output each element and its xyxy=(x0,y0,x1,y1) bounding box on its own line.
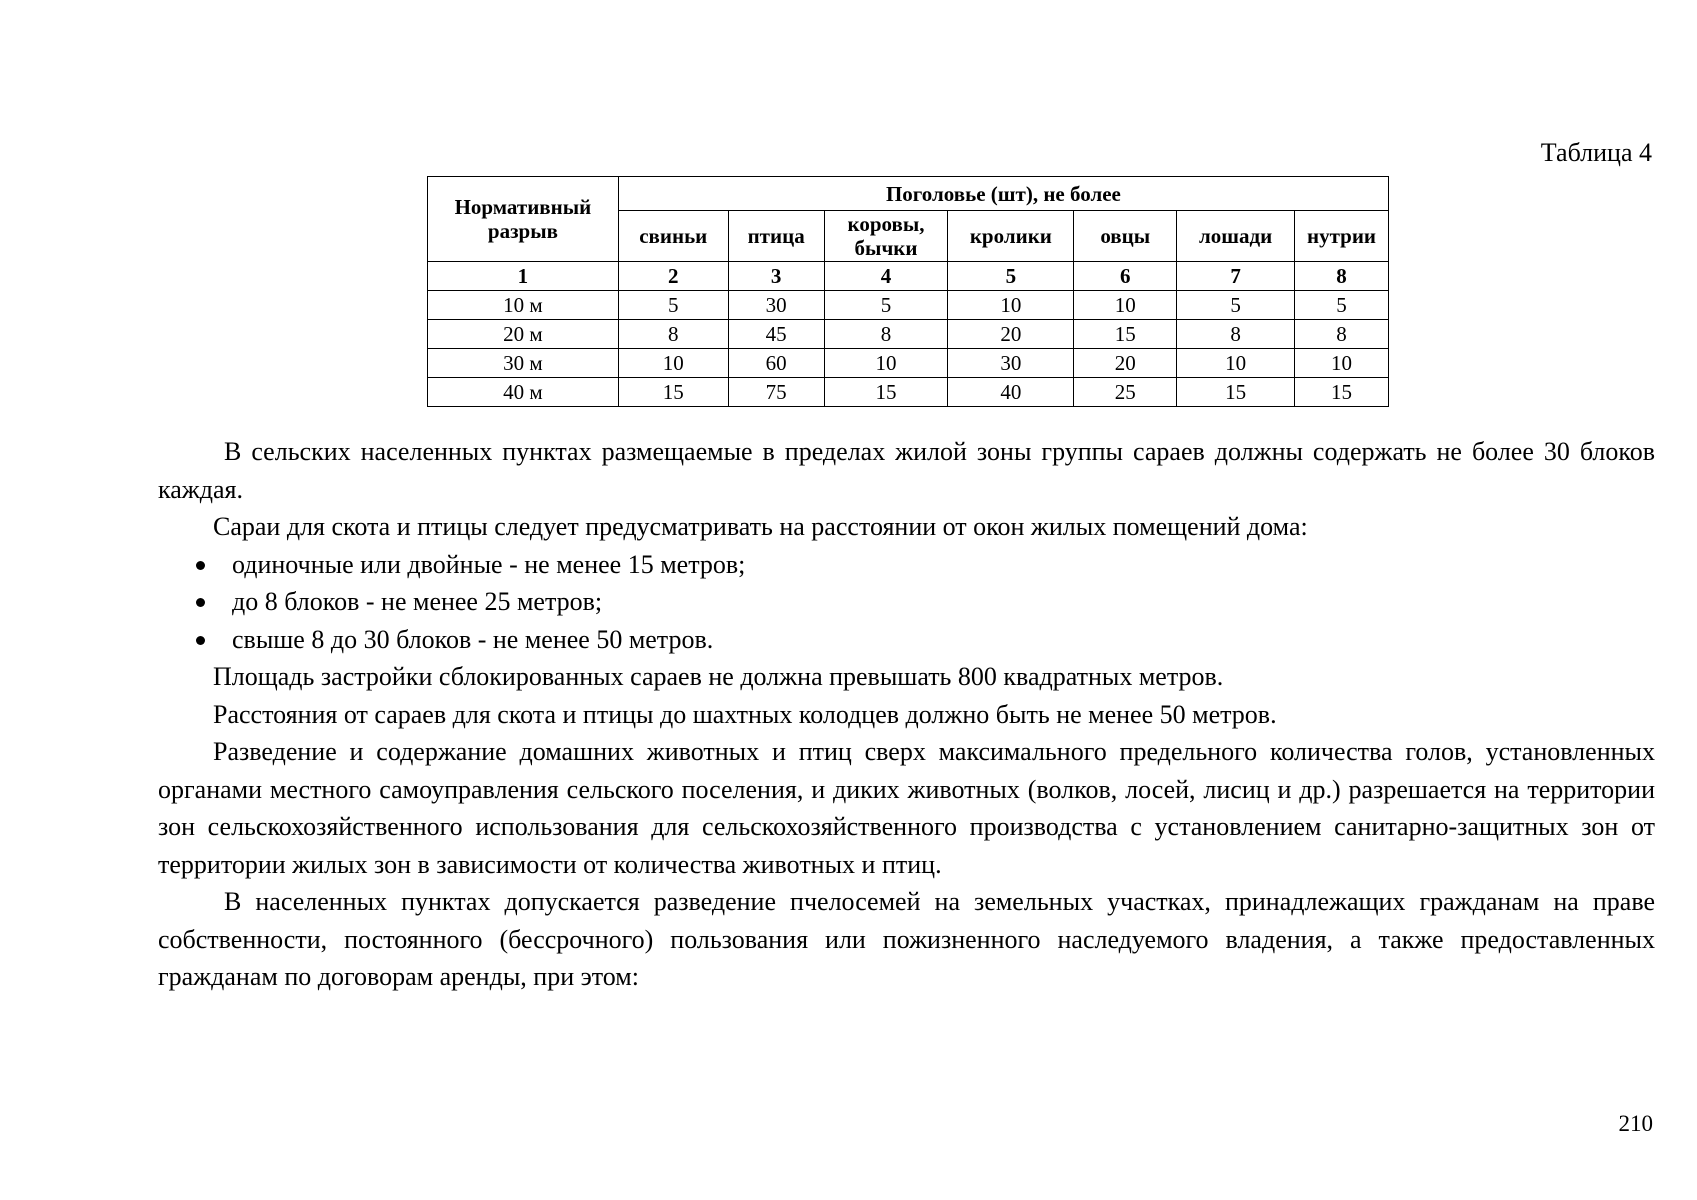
table-cell: 15 xyxy=(1295,378,1389,407)
table-cell: 10 xyxy=(1177,349,1295,378)
list-item xyxy=(158,583,1655,621)
column-number-row xyxy=(428,262,1389,291)
header-horses: лошади xyxy=(1177,211,1295,262)
col-number: 5 xyxy=(948,262,1074,291)
body-text xyxy=(158,433,1655,996)
paragraph-sheds-distance: Сараи для скота и птицы следует предусматривать на расстоянии от окон жилых помещений дома: xyxy=(213,512,1308,541)
table-cell: 40 м xyxy=(428,378,619,407)
table-cell: 30 xyxy=(948,349,1074,378)
col-number: 4 xyxy=(824,262,948,291)
table-row xyxy=(428,378,1389,407)
table-cell: 15 xyxy=(824,378,948,407)
col-number: 1 xyxy=(428,262,619,291)
list-item xyxy=(158,621,1655,659)
header-sheep: овцы xyxy=(1074,211,1177,262)
paragraph-beekeeping: В населенных пунктах допускается разведение пчелосемей на земельных участках, принадлежащих гражданам на праве собственности, постоянного (бессрочного) пользования или пожизненного наследуемого владения, а также предоставленных гражданам по договорам аренды, при этом: xyxy=(158,887,1655,991)
header-norm-gap: Нормативный разрыв xyxy=(428,177,619,262)
col-number: 8 xyxy=(1295,262,1389,291)
table-cell: 10 м xyxy=(428,291,619,320)
table-cell: 10 xyxy=(824,349,948,378)
bullet-icon xyxy=(196,598,205,607)
table-cell: 20 м xyxy=(428,320,619,349)
paragraph-animal-breeding: Разведение и содержание домашних животных и птиц сверх максимального предельного количества голов, установленных органами местного самоуправления сельского поселения, и диких животных (волков, лосей, лисиц и др.) разрешается на территории зон сельскохозяйственного использования для сельскохозяйственного производства с установлением санитарно-защитных зон от территории жилых зон в зависимости от количества животных и птиц. xyxy=(158,737,1655,879)
col-number: 2 xyxy=(618,262,728,291)
distance-list xyxy=(158,546,1655,659)
paragraph-area-limit: Площадь застройки сблокированных сараев не должна превышать 800 квадратных метров. xyxy=(213,662,1224,691)
page-number: 210 xyxy=(1618,1111,1653,1136)
list-item-text: до 8 блоков - не менее 25 метров; xyxy=(232,587,603,616)
table-cell: 25 xyxy=(1074,378,1177,407)
livestock-norms-table xyxy=(427,176,1389,407)
table-cell: 60 xyxy=(728,349,824,378)
table-cell: 20 xyxy=(1074,349,1177,378)
header-cattle: коровы, бычки xyxy=(824,211,948,262)
table-cell: 8 xyxy=(1177,320,1295,349)
table-cell: 5 xyxy=(1177,291,1295,320)
table-cell: 20 xyxy=(948,320,1074,349)
table-cell: 15 xyxy=(1177,378,1295,407)
col-number: 3 xyxy=(728,262,824,291)
list-item-text: одиночные или двойные - не менее 15 метров; xyxy=(232,549,746,579)
header-rabbits: кролики xyxy=(948,211,1074,262)
table-cell: 15 xyxy=(1074,320,1177,349)
table-cell: 10 xyxy=(1074,291,1177,320)
col-number: 7 xyxy=(1177,262,1295,291)
header-poultry: птица xyxy=(728,211,824,262)
table-row xyxy=(428,291,1389,320)
table-cell: 8 xyxy=(618,320,728,349)
header-livestock-count: Поголовье (шт), не более xyxy=(618,177,1388,211)
table-cell: 10 xyxy=(1295,349,1389,378)
table-caption: Таблица 4 xyxy=(1540,138,1652,167)
table-cell: 10 xyxy=(618,349,728,378)
table-cell: 8 xyxy=(824,320,948,349)
list-item xyxy=(158,546,1655,584)
bullet-icon xyxy=(196,561,205,570)
header-nutria: нутрии xyxy=(1295,211,1389,262)
paragraph-sheds-limit: В сельских населенных пунктах размещаемые в пределах жилой зоны группы сараев должны содержать не более 30 блоков каждая. xyxy=(158,437,1655,504)
col-number: 6 xyxy=(1074,262,1177,291)
bullet-icon xyxy=(196,636,205,645)
table-cell: 5 xyxy=(618,291,728,320)
table-cell: 5 xyxy=(824,291,948,320)
table-row xyxy=(428,320,1389,349)
table-cell: 45 xyxy=(728,320,824,349)
table-cell: 75 xyxy=(728,378,824,407)
table-cell: 10 xyxy=(948,291,1074,320)
table-cell: 8 xyxy=(1295,320,1389,349)
table-cell: 5 xyxy=(1295,291,1389,320)
table-cell: 30 xyxy=(728,291,824,320)
table-cell: 30 м xyxy=(428,349,619,378)
table-cell: 40 xyxy=(948,378,1074,407)
paragraph-wells-distance: Расстояния от сараев для скота и птицы до шахтных колодцев должно быть не менее 50 метров. xyxy=(213,699,1277,729)
table-row xyxy=(428,349,1389,378)
header-pigs: свиньи xyxy=(618,211,728,262)
table-cell: 15 xyxy=(618,378,728,407)
list-item-text: свыше 8 до 30 блоков - не менее 50 метров. xyxy=(232,624,714,654)
